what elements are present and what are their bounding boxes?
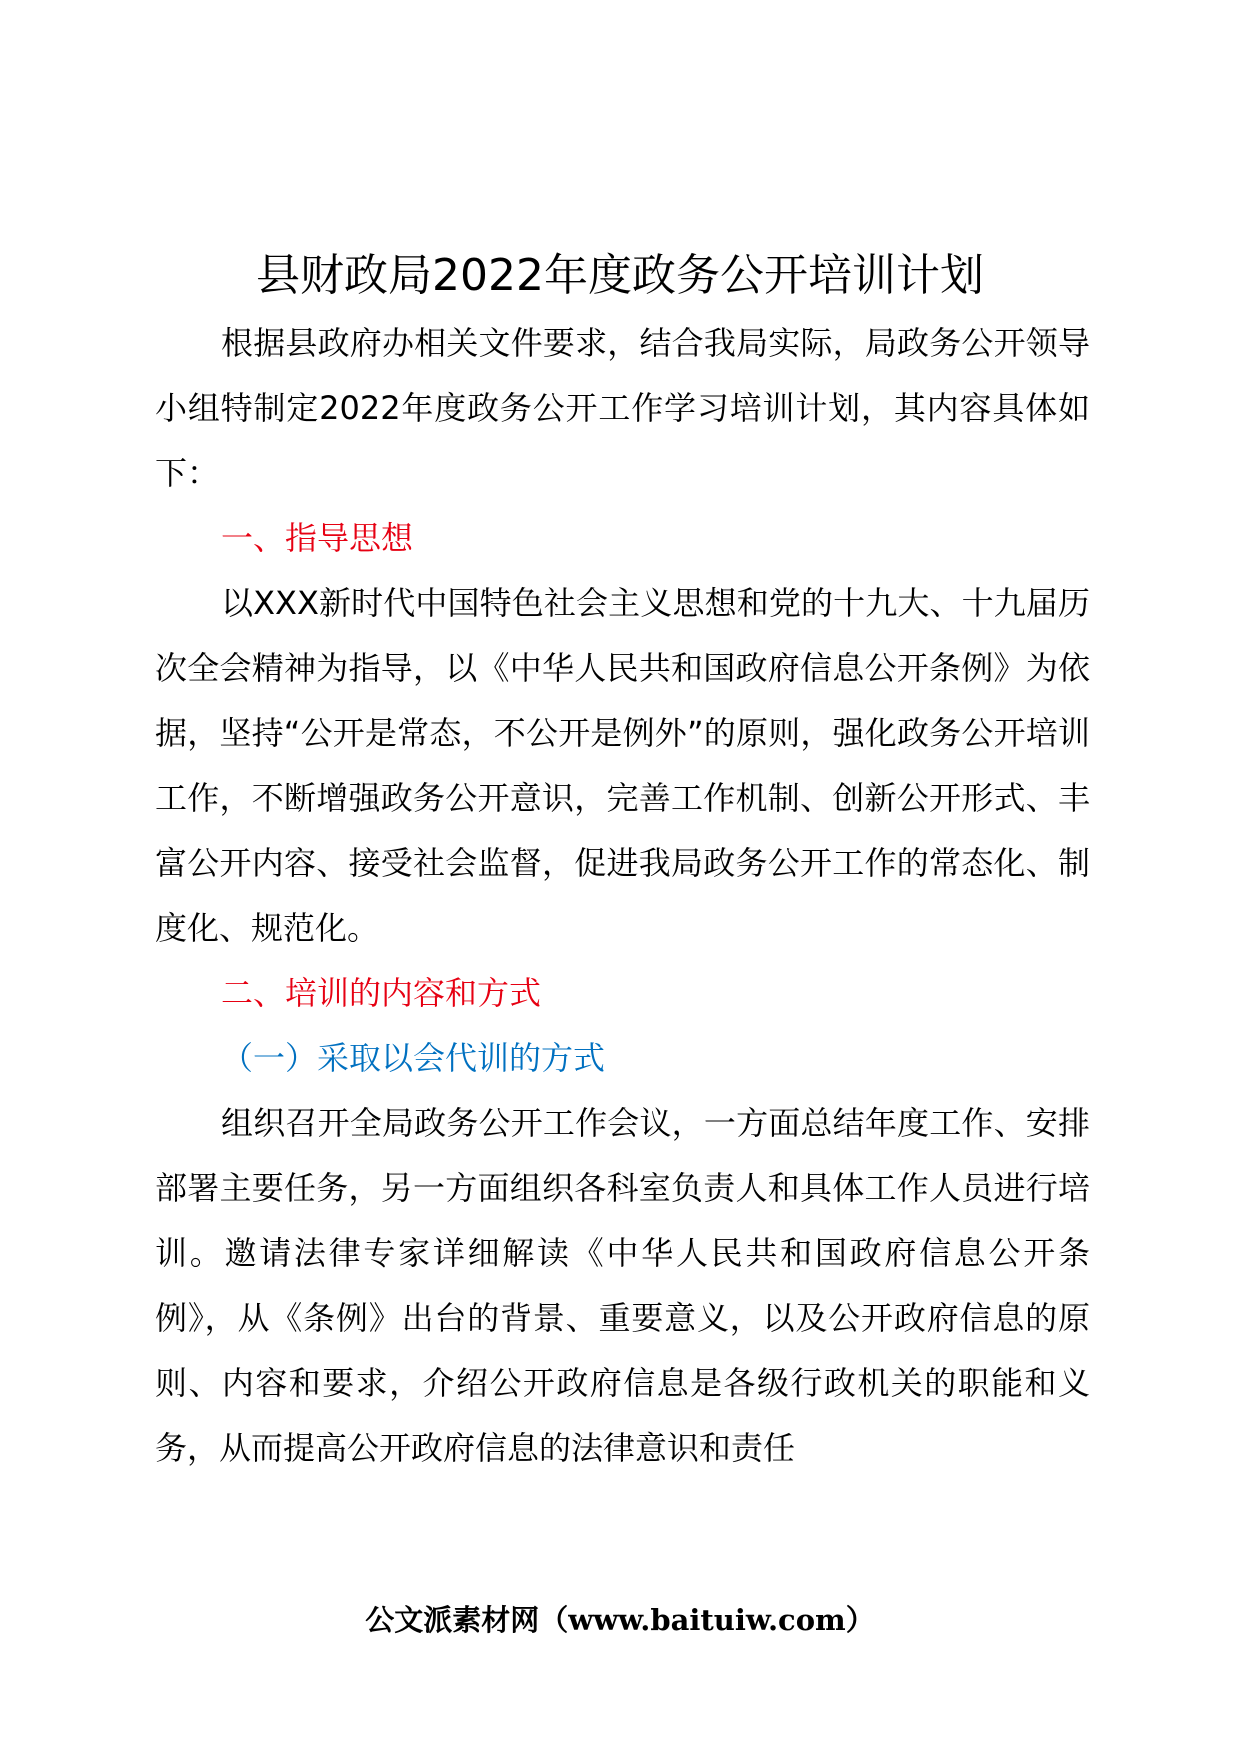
section-heading-guiding-ideology: 一、指导思想	[221, 519, 414, 557]
document-body	[155, 311, 1090, 1481]
section-heading-training-content: 二、培训的内容和方式	[221, 974, 542, 1012]
document-title: 县财政局2022年度政务公开培训计划	[256, 250, 984, 301]
intro-paragraph: 根据县政府办相关文件要求，结合我局实际，局政务公开领导小组特制定2022年度政务公开工作学习培训计划，其内容具体如下：	[155, 324, 1090, 492]
section-guiding-ideology-paragraph: 以XXX新时代中国特色社会主义思想和党的十九大、十九届历次全会精神为指导，以《中华人民共和国政府信息公开条例》为依据，坚持“公开是常态，不公开是例外”的原则，强化政务公开培训工作，不断增强政务公开意识，完善工作机制、创新公开形式、丰富公开内容、接受社会监督，促进我局政务公开工作的常态化、制度化、规范化。	[155, 584, 1090, 947]
footer-watermark: 公文派素材网（www.baituiw.com）	[365, 1603, 875, 1637]
subsection-heading-meeting-training: （一）采取以会代训的方式	[221, 1039, 606, 1077]
subsection-meeting-training-paragraph: 组织召开全局政务公开工作会议，一方面总结年度工作、安排部署主要任务，另一方面组织各科室负责人和具体工作人员进行培训。邀请法律专家详细解读《中华人民共和国政府信息公开条例》，从《条例》出台的背景、重要意义，以及公开政府信息的原则、内容和要求，介绍公开政府信息是各级行政机关的职能和义务，从而提高公开政府信息的法律意识和责任	[155, 1104, 1090, 1467]
